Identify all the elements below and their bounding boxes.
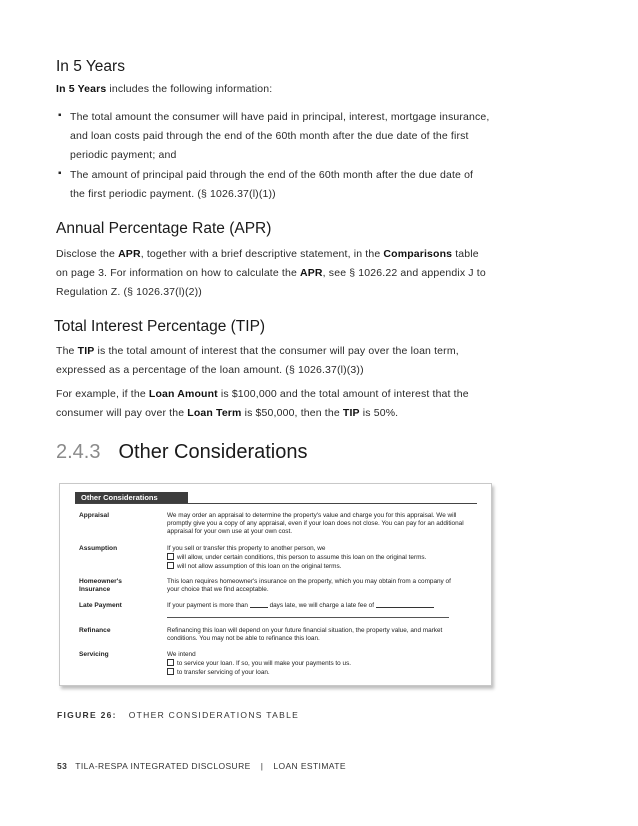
row-label-appraisal: Appraisal [79, 512, 110, 519]
blank-line [376, 607, 434, 608]
blank-line [250, 607, 268, 608]
row-text-appraisal: We may order an appraisal to determine the property's value and charge you for this appraisal. We will promptly give you a copy of any appraisal, even if your loan does not close. You can pay for an additional appraisal for your own use at your own cost. [167, 512, 464, 535]
row-text-refinance: Refinancing this loan will depend on your future financial situation, the property value, and market conditions. You may not be able to refinance this loan. [167, 627, 443, 642]
figure-rule [75, 503, 477, 504]
row-label-servicing: Servicing [79, 651, 109, 658]
figure-caption [57, 710, 299, 720]
figure-tab-title: Other Considerations [75, 492, 188, 504]
checkbox-icon [167, 553, 174, 560]
row-text-insurance: This loan requires homeowner's insurance on the property, which you may obtain from a company of your choice that we find acceptable. [167, 578, 451, 593]
checkbox-icon [167, 562, 174, 569]
caption-label: FIGURE 26: [57, 710, 117, 720]
row-label-assumption: Assumption [79, 545, 118, 552]
heading-in-5-years: In 5 Years [56, 58, 125, 75]
section-title: Other Considerations [118, 441, 308, 463]
checkbox-icon [167, 659, 174, 666]
footer-title: TILA-RESPA INTEGRATED DISCLOSURE [75, 761, 251, 771]
tip-paragraph-1: The TIP is the total amount of interest that the consumer will pay over the loan term, expressed as a percentage of the loan amount. (§ 1026.37(l)(3)) [56, 345, 459, 376]
row-label-refinance: Refinance [79, 627, 111, 634]
page-footer [57, 761, 346, 771]
section-number: 2.4.3 [56, 441, 101, 463]
section-heading [56, 441, 307, 464]
bullet-icon: ▪ [58, 168, 62, 179]
intro-bold: In 5 Years [56, 83, 107, 95]
bullet-icon: ▪ [58, 110, 62, 121]
row-text-servicing: We intend to service your loan. If so, you will make your payments to us. to transfer servicing of your loan. [167, 651, 352, 676]
caption-text: OTHER CONSIDERATIONS TABLE [128, 710, 300, 720]
tip-paragraph-2: For example, if the Loan Amount is $100,000 and the total amount of interest that the consumer will pay over the Loan Term is $50,000, then the TIP is 50%. [56, 388, 469, 419]
row-text-late-payment: If your payment is more than days late, we will charge a late fee of [167, 602, 467, 610]
bullet-item: The amount of principal paid through the end of the 60th month after the due date of the first periodic payment. (§ 1026.37(l)(1)) [70, 169, 474, 200]
other-considerations-figure [59, 483, 492, 686]
late-payment-blank-line [167, 617, 449, 618]
page-number: 53 [57, 761, 68, 771]
row-label-late-payment: Late Payment [79, 602, 122, 609]
heading-tip: Total Interest Percentage (TIP) [54, 318, 266, 335]
heading-apr: Annual Percentage Rate (APR) [56, 220, 272, 237]
checkbox-icon [167, 668, 174, 675]
intro-rest: includes the following information: [106, 83, 273, 95]
footer-subtitle: LOAN ESTIMATE [273, 761, 346, 771]
bullet-item: The total amount the consumer will have paid in principal, interest, mortgage insurance, and loan costs paid through the end of the 60th month after the due date of the first periodic payment; and [70, 111, 490, 161]
in-5-years-intro [56, 80, 536, 99]
row-label-insurance: Homeowner's Insurance [79, 578, 122, 593]
footer-separator: | [260, 761, 264, 771]
row-text-assumption: If you sell or transfer this property to another person, we will allow, under certain conditions, this person to assume this loan on the original terms. will not allow assumption of this loan on the original terms. [167, 545, 427, 570]
apr-paragraph: Disclose the APR, together with a brief descriptive statement, in the Comparisons table on page 3. For information on how to calculate the APR, see § 1026.22 and appendix J to Regulation Z. (§ 1026.37(l)(2)) [56, 248, 486, 298]
